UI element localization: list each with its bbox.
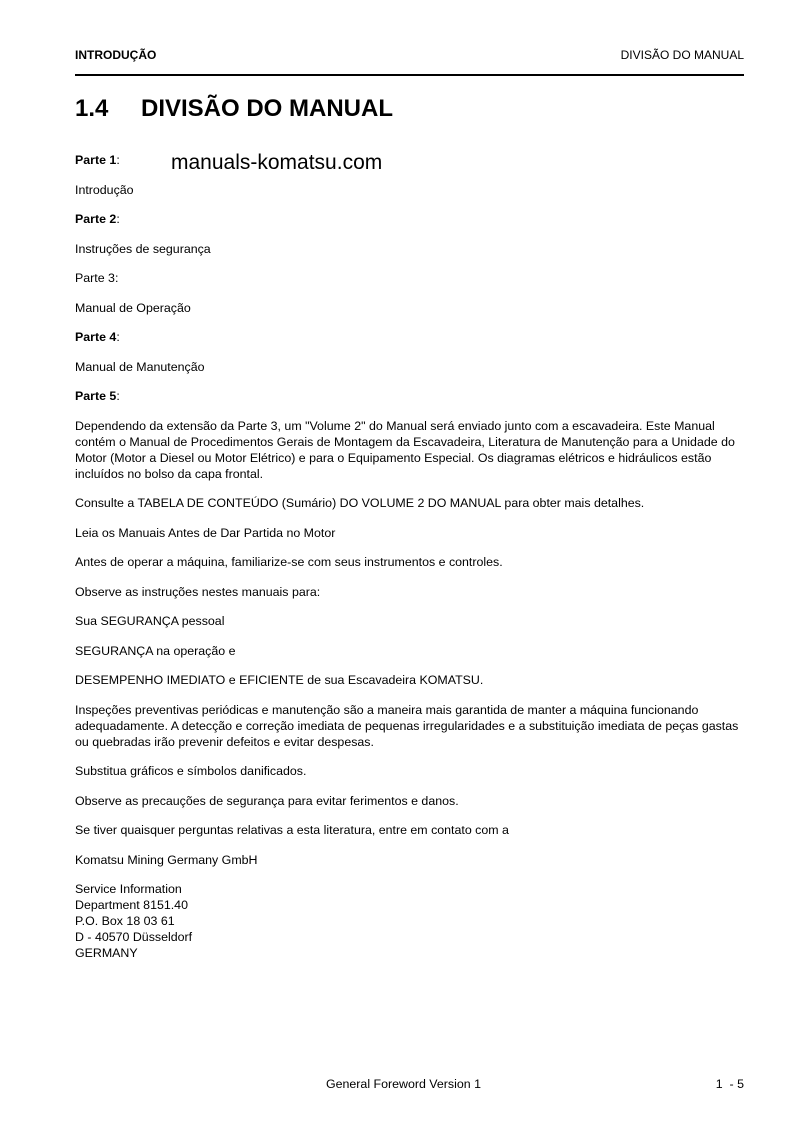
document-body <box>75 152 744 961</box>
part-description: Instruções de segurança <box>75 241 211 256</box>
page-header <box>75 48 744 62</box>
address-line: GERMANY <box>75 946 138 960</box>
body-paragraph: Antes de operar a máquina, familiarize-se com seus instrumentos e controles. <box>75 555 503 569</box>
part-heading: Parte 2: <box>75 212 120 226</box>
part-heading: Parte 4: <box>75 330 120 344</box>
body-paragraph: SEGURANÇA na operação e <box>75 643 236 658</box>
address-line: Service Information <box>75 882 182 896</box>
part-description: Introdução <box>75 182 134 197</box>
part-heading: Parte 3: <box>75 271 119 285</box>
header-section-label: INTRODUÇÃO <box>75 48 157 62</box>
body-paragraph: Leia os Manuais Antes de Dar Partida no Motor <box>75 525 336 540</box>
watermark-text: manuals-komatsu.com <box>171 151 383 174</box>
body-paragraph: DESEMPENHO IMEDIATO e EFICIENTE de sua Escavadeira KOMATSU. <box>75 673 484 687</box>
header-chapter-label: DIVISÃO DO MANUAL <box>620 48 744 62</box>
part-description: Manual de Operação <box>75 300 191 315</box>
section-number: 1.4 <box>75 95 109 122</box>
footer-version: General Foreword Version 1 <box>326 1077 481 1091</box>
body-paragraph: Observe as instruções nestes manuais para: <box>75 584 321 599</box>
header-rule <box>75 74 744 76</box>
section-title: DIVISÃO DO MANUAL <box>141 95 393 122</box>
body-paragraph: Inspeções preventivas periódicas e manutenção são a maneira mais garantida de manter a máquina funcionando adequadamente. A detecção e correção imediata de pequenas irregularidades e a substituição imediata de peças gastas ou quebradas irão prevenir defeitos e evitar despesas. <box>75 702 739 749</box>
address-line: Department 8151.40 <box>75 898 188 912</box>
body-paragraph: Dependendo da extensão da Parte 3, um "Volume 2" do Manual será enviado junto com a escavadeira. Este Manual contém o Manual de Procedimentos Gerais de Montagem da Escavadeira, Literatura de Manutenção para a Unidade do Motor (Motor a Diesel ou Motor Elétrico) e para o Equipamento Especial. Os diagramas elétricos e hidráulicos estão incluídos no bolso da capa frontal. <box>75 418 735 481</box>
body-paragraph: Sua SEGURANÇA pessoal <box>75 614 225 628</box>
address-line: D - 40570 Düsseldorf <box>75 930 193 944</box>
page-number: 1 - 5 <box>715 1077 744 1091</box>
body-paragraph: Consulte a TABELA DE CONTEÚDO (Sumário) DO VOLUME 2 DO MANUAL para obter mais detalhes. <box>75 496 645 510</box>
page-title <box>75 95 393 123</box>
part-heading: Parte 5: <box>75 389 120 403</box>
part-description: Manual de Manutenção <box>75 359 205 374</box>
contact-address <box>75 881 744 961</box>
part-heading: Parte 1: <box>75 153 120 167</box>
body-paragraph: Observe as precauções de segurança para evitar ferimentos e danos. <box>75 793 459 808</box>
company-name: Komatsu Mining Germany GmbH <box>75 852 258 867</box>
body-paragraph: Substitua gráficos e símbolos danificados. <box>75 764 307 778</box>
body-paragraph: Se tiver quaisquer perguntas relativas a esta literatura, entre em contato com a <box>75 823 509 837</box>
address-line: P.O. Box 18 03 61 <box>75 914 175 928</box>
